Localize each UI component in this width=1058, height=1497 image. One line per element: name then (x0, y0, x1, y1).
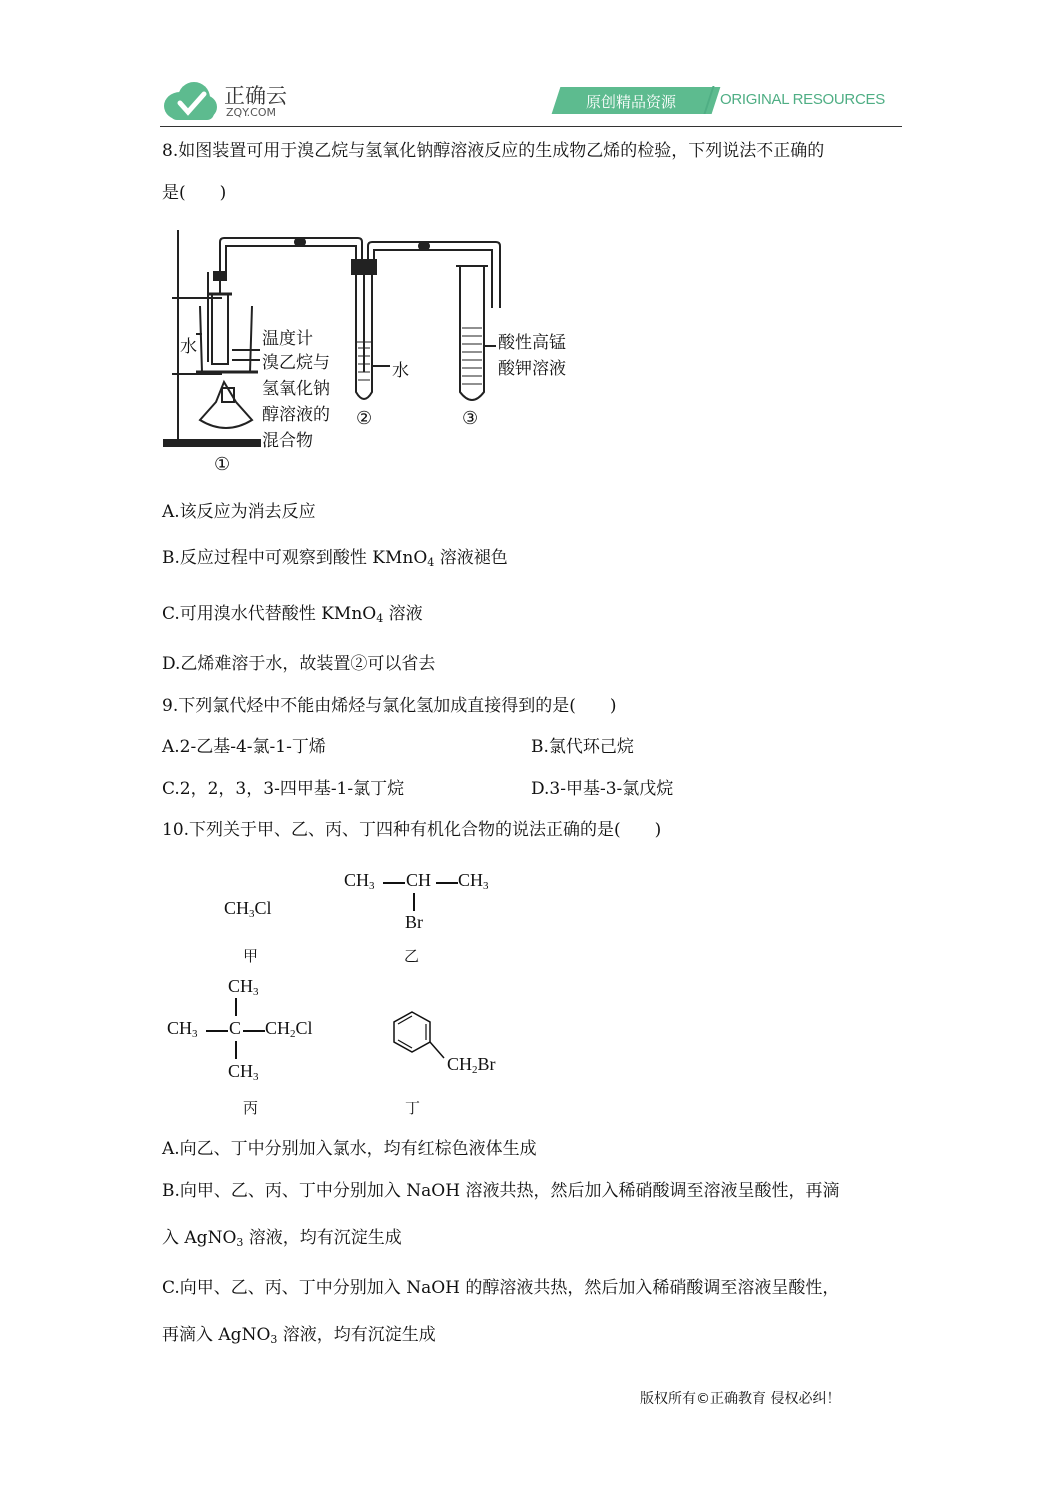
q8-option-c-tail: 溶液 (383, 604, 423, 624)
label-water-tube: 水 (392, 361, 409, 381)
q9-option-a: A.2-乙基-4-氯-1-丁烯 (162, 737, 326, 757)
q9-option-b: B.氯代环己烷 (531, 737, 634, 757)
q10-c-line2-tail: 溶液，均有沉淀生成 (277, 1325, 436, 1345)
site-logo (160, 78, 290, 122)
q8-option-c-sub: 4 (376, 612, 384, 625)
bing-top-sub: 3 (253, 986, 259, 998)
q10-stem: 10.下列关于甲、乙、丙、丁四种有机化合物的说法正确的是( ) (162, 820, 662, 840)
label-mixture-2: 氢氧化钠 (262, 379, 330, 399)
yi-ch3-right-sub: 3 (483, 880, 489, 892)
yi-br: Br (405, 912, 423, 932)
q9-option-c: C.2，2，3，3-四甲基-1-氯丁烷 (162, 779, 405, 799)
structure-yi-right (458, 870, 489, 891)
q10-c-line2-text: 再滴入 AgNO (162, 1325, 271, 1345)
apparatus-figure (160, 222, 580, 480)
footer-copyright: 版权所有©正确教育 侵权必纠！ (640, 1391, 841, 1407)
bing-top-ch: CH (228, 976, 254, 996)
bing-right-sub: 2 (290, 1028, 296, 1040)
benzene-ring-icon (386, 1008, 446, 1068)
q8-option-d: D.乙烯难溶于水，故装置②可以省去 (162, 654, 436, 674)
q10-b-line2-sub: 3 (236, 1236, 244, 1249)
label-thermometer: 温度计 (262, 329, 313, 349)
q10-option-c-line1: C.向甲、乙、丙、丁中分别加入 NaOH 的醇溶液共热，然后加入稀硝酸调至溶液呈酸性， (162, 1278, 840, 1298)
ding-br: Br (477, 1054, 496, 1074)
bing-bond-down (235, 1041, 237, 1059)
structure-jia (224, 898, 272, 919)
bing-bottom-ch: CH (228, 1061, 254, 1081)
yi-bond-down (413, 893, 415, 911)
structure-bing-name: 丙 (243, 1099, 259, 1117)
q10-option-b-line2 (162, 1228, 402, 1248)
structure-yi-name: 乙 (404, 947, 420, 965)
jia-cl: Cl (254, 898, 272, 918)
label-mixture-4: 混合物 (262, 431, 313, 451)
q10-option-b-line1: B.向甲、乙、丙、丁中分别加入 NaOH 溶液共热，然后加入稀硝酸调至溶液呈酸性，再滴 (162, 1181, 840, 1201)
bing-left-ch: CH (167, 1018, 193, 1038)
label-kmno4-2: 酸钾溶液 (498, 359, 566, 379)
yi-ch3-right: CH (458, 870, 484, 890)
logo-domain: ZQY.COM (226, 106, 277, 119)
ding-group (447, 1054, 496, 1075)
q10-b-line2-text: 入 AgNO (162, 1228, 237, 1248)
bing-bottom (228, 1061, 259, 1082)
jia-ch: CH (224, 898, 250, 918)
q9-option-d: D.3-甲基-3-氯戊烷 (531, 779, 674, 799)
q10-option-a: A.向乙、丁中分别加入氯水，均有红棕色液体生成 (162, 1139, 537, 1159)
bing-right (265, 1018, 313, 1039)
q8-option-c (162, 604, 423, 624)
logo-name: 正确云 (224, 84, 287, 108)
q8-option-b-text: B.反应过程中可观察到酸性 KMnO (162, 548, 428, 568)
header-rule (160, 126, 902, 127)
ding-sub: 2 (472, 1064, 478, 1076)
label-apparatus-1: ① (214, 454, 231, 475)
bing-top (228, 976, 259, 997)
label-apparatus-2: ② (356, 408, 373, 429)
q8-option-b-sub: 4 (427, 556, 435, 569)
yi-ch3-left-sub: 3 (369, 880, 375, 892)
q9-stem: 9.下列氯代烃中不能由烯烃与氯化氢加成直接得到的是( ) (162, 696, 617, 716)
structure-yi (344, 870, 375, 891)
yi-ch3-left: CH (344, 870, 370, 890)
structure-ding-name: 丁 (405, 1099, 421, 1117)
bing-bottom-sub: 3 (253, 1071, 259, 1083)
bing-left-sub: 3 (192, 1028, 198, 1040)
label-mixture-3: 醇溶液的 (262, 405, 330, 425)
bing-right-ch: CH (265, 1018, 291, 1038)
banner-label: 原创精品资源 (586, 93, 677, 111)
q8-option-a: A.该反应为消去反应 (162, 502, 316, 522)
bing-bond-up (235, 998, 237, 1016)
bing-left (167, 1018, 198, 1039)
bing-bond-right (243, 1030, 265, 1032)
q10-b-line2-tail: 溶液，均有沉淀生成 (243, 1228, 402, 1248)
ding-ch: CH (447, 1054, 473, 1074)
yi-bond-right (436, 882, 458, 884)
bing-bond-left (206, 1030, 228, 1032)
q8-stem-line1: 8.如图装置可用于溴乙烷与氢氧化钠醇溶液反应的生成物乙烯的检验，下列说法不正确的 (162, 141, 825, 161)
q8-option-c-text: C.可用溴水代替酸性 KMnO (162, 604, 377, 624)
bing-right-cl: Cl (295, 1018, 313, 1038)
bing-c: C (229, 1018, 242, 1038)
q10-c-line2-sub: 3 (270, 1333, 278, 1346)
q8-option-b (162, 548, 508, 568)
cloud-check-icon (160, 78, 220, 122)
jia-sub: 3 (249, 908, 255, 920)
banner-english: ORIGINAL RESOURCES (720, 91, 885, 108)
q8-stem-line2: 是( ) (162, 183, 227, 203)
q8-option-b-tail: 溶液褪色 (434, 548, 508, 568)
label-apparatus-3: ③ (462, 408, 479, 429)
label-kmno4-1: 酸性高锰 (498, 333, 566, 353)
structure-jia-name: 甲 (243, 947, 259, 965)
yi-ch: CH (406, 870, 432, 890)
q10-option-c-line2 (162, 1325, 436, 1345)
yi-bond-left (383, 882, 405, 884)
label-mixture-1: 溴乙烷与 (262, 353, 330, 373)
label-water-bath: 水 (180, 337, 197, 357)
